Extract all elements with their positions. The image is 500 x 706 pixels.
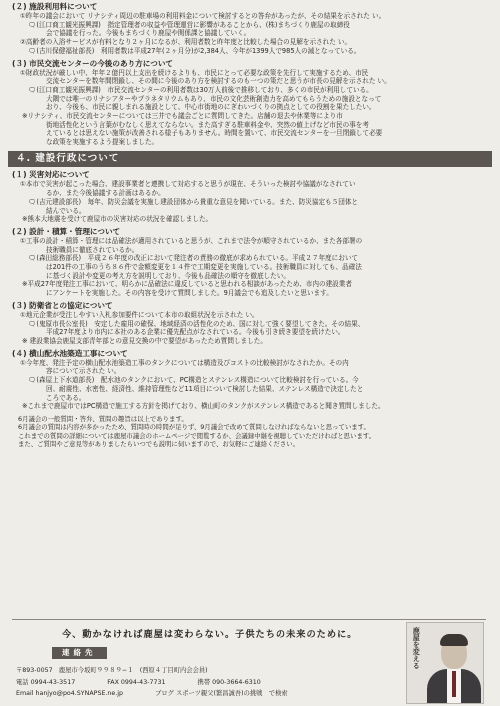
note-text: ※これまで鹿屋市ではPC構造で施工する方針を掲げており、横山町のタンクがステンレス構造であると聞き質問しました。 (22, 402, 385, 411)
answer-text: に基づく設計や変更の考え方を説明しており、今後も品確法の順守を徹底したい。 (46, 271, 290, 280)
note-text: えているとは思えない施策が改善される様子もありません。時間を置いて、市民交流センターを一旦閉鎖して必要 (46, 129, 383, 138)
section-title-design: (２) 設計・積算・管理について (12, 226, 121, 236)
email-address[interactable]: Email hanjyo@po4.SYNAPSE.ne.jp (16, 690, 124, 697)
answer-text: 会で協議を行った。今後もまちづくり鹿屋や関係課と協議していく。 (46, 29, 251, 38)
question-text: ①地元企業が受注しやすい入札参加要件について本市の取組状況を示された い。 (20, 310, 259, 319)
question-text: 技術職員に徹底されているか。 (46, 245, 139, 254)
section-title-agreement: (３) 防衛省との協定について (12, 300, 113, 310)
closing-line: 6月議会の質問は内容が多かったため、質問時の時間が足りず、9月議会で改めて質問しなければならないと思っています。 (18, 423, 370, 432)
answer-text: 結んでいる。 (46, 206, 86, 215)
contact-phone-row (16, 679, 291, 687)
answer-text: 🗨(江口商工観光振興課) 指定管理者の収益や管理運営に影響があることから、(株)まちづくり鹿屋の取締役 (28, 20, 350, 29)
note-text: ※ 建設業協会鹿屋支部青年部との意見交換の中で要望があったため質問しました。 (22, 337, 267, 345)
question-text: ①今年度、発注予定の横山配水池築造工事のタンクについては構造及びコストの比較検討がなされたか。その内 (20, 358, 349, 367)
question-text: 交流センターを数年間閉鎖し、その間に今後のあり方を検討するのも一つの策だと思うが市長の見解を示された い。 (46, 77, 391, 86)
portrait-photo (406, 622, 484, 704)
answer-text: 🗨(森田総務部長) 平成２６年度の改正において発注者の責務の徹底が求められている。平成２７年度において (28, 254, 359, 263)
address: 〒893-0057 鹿屋市今坂町９９８９−１ (西原４丁目町内会会員) (16, 667, 208, 674)
blog-search: ブログ スポーツ親父(繁昌誠吾)の挑戦 で検索 (155, 690, 288, 697)
fax-number: FAX 0994-43-7731 (107, 679, 166, 686)
closing-line: 6月議会の一般質問・答弁、質問の趣旨は以上であります。 (18, 414, 188, 423)
calligraphy-slogan: 鹿屋を変える (412, 627, 421, 669)
answer-text: 🗨(古川保健福祉部長) 利用者数は平成27年(２ヶ月分)が2,384人、今年が1399人で985人の減となっている。 (28, 46, 361, 55)
note-text: な政策を実施するよう提案しました。 (46, 138, 159, 147)
answer-text: 🗨(吉元建設部長) 毎年、防災会議を実施し建設団体から貴重な意見を聞いている。また、防災協定も５団体と (28, 197, 359, 206)
question-text: ②高齢者の入浴サービスが有料となり２ヶ月になるが、利用者数と昨年度と比較した場合の見解を示された い。 (20, 38, 352, 47)
closing-line: また、ご質問やご意見等がありましたらいつでも説明に伺いますので、お気軽にご連絡ください。 (18, 440, 300, 449)
contact-heading: 連絡先 (52, 647, 107, 659)
note-text: にアンケートを実施した。その内容を受けて質問しました。9月議会でも追及したいと思います。 (46, 289, 333, 298)
slogan: 今、動かなければ鹿屋は変わらない。子供たちの未来のために。 (62, 629, 358, 640)
question-text: ①昨年の議会において リナシティ周辺の駐車場の利用料金について検討するとの答弁があったが、その結果を示された い。 (20, 12, 386, 21)
answer-text: 回、耐震性、水密性、経済性、維持管理性など11項目について検討した結果、ステンレス構造で決定したと (46, 384, 364, 393)
note-text: ※リナシティ、市民交流センターについては三井でも議会ごとに質問してきた。店舗の退去や休業等により市 (22, 112, 343, 121)
question-text: ①財政状況が厳しい中、年年２億円以上支出を続けるよりも、市民にとって必要な政策を先行して実施するため、市民 (20, 68, 369, 77)
answer-text: おり、今後も、市民に親しまれる施設として、中心市街地のにぎわいづくりの拠点としての役割を果たしたい。 (46, 103, 376, 112)
note-text: ※平成27年度発注工事において、明らかに品確法に違反していると思われる相談があったため、市内の建設業者 (22, 280, 352, 289)
question-text: ①工事の設計・積算・管理には品確法が適用されていると思うが、これまで法令が順守されているか、また各部署の (20, 236, 363, 245)
contact-online-row (16, 690, 318, 698)
footer-contact (12, 619, 486, 702)
section-title-facility-fees: (２) 施設利用料について (12, 2, 98, 11)
answer-text: 平成27年度より市内に本社のある企業に優先配点がなされている。今後も引き続き要望を続けたい。 (46, 328, 345, 337)
question-text: 容について示された い。 (46, 367, 121, 376)
answer-text: は201件の工事のうち８６件で金額変更を１４件で工期変更を実施している。技術職員に対しても、品確法 (46, 263, 362, 272)
answer-text: 🗨(森屋上下水道部長) 配水池のタンクにおいて、PC構造とステンレス構造について比較検討を行っている。今 (28, 376, 359, 385)
question-text: るか、また今後協議する計画はあるか。 (46, 189, 165, 198)
telephone-number[interactable]: 電話 0994-43-3517 (16, 679, 76, 686)
section-title-civic-center: (３) 市民交流センターの今後のあり方について (12, 58, 174, 68)
answer-text: 大隅では唯一のリナシアターやプラネタリウムもあり、市民の文化芸術創造力を高めてもらうための施設となって (46, 94, 382, 103)
section-title-disaster: (１) 災害対応について (12, 170, 90, 180)
chapter-banner: ４. 建設行政について (8, 151, 492, 168)
question-text: ①本市で災害が起こった場合、建設事業者と連携して対応すると思うが現在、そういった検討や協議がなされてい (20, 180, 356, 189)
closing-remarks (12, 415, 486, 449)
answer-text: ころである。 (46, 393, 86, 402)
answer-text: 🗨(鬼原市長公室長) 安定した雇用の確保、地域経済の活性化のため、国に対して強く要望してきた。その結果、 (28, 319, 365, 328)
closing-line: これまでの質問の詳細については鹿屋市議会のホームページで閲覧するか、会議録中継を視聴していただければと思います。 (18, 431, 376, 440)
answer-text: 🗨(江口商工観光振興課) 市民交流センターの利用者数は30万人前後で推移しており、多くの市民が利用している。 (28, 85, 373, 94)
newsletter-page (0, 2, 500, 706)
portrait-hair (440, 634, 468, 646)
note-text: ※熊本大地震を受けて鹿屋市の災害対応の状況を確認しました。 (22, 215, 213, 224)
section-title-tank: (４) 横山配水池築造工事について (12, 348, 128, 358)
mobile-number[interactable]: 携帯 090-3664-6310 (197, 679, 261, 686)
note-text: 街地活性化という言葉がむなしく思えてならない。また高すぎる駐車料金や、突然の値上げなど市民の事を考 (46, 120, 369, 129)
portrait-tie (452, 671, 456, 697)
